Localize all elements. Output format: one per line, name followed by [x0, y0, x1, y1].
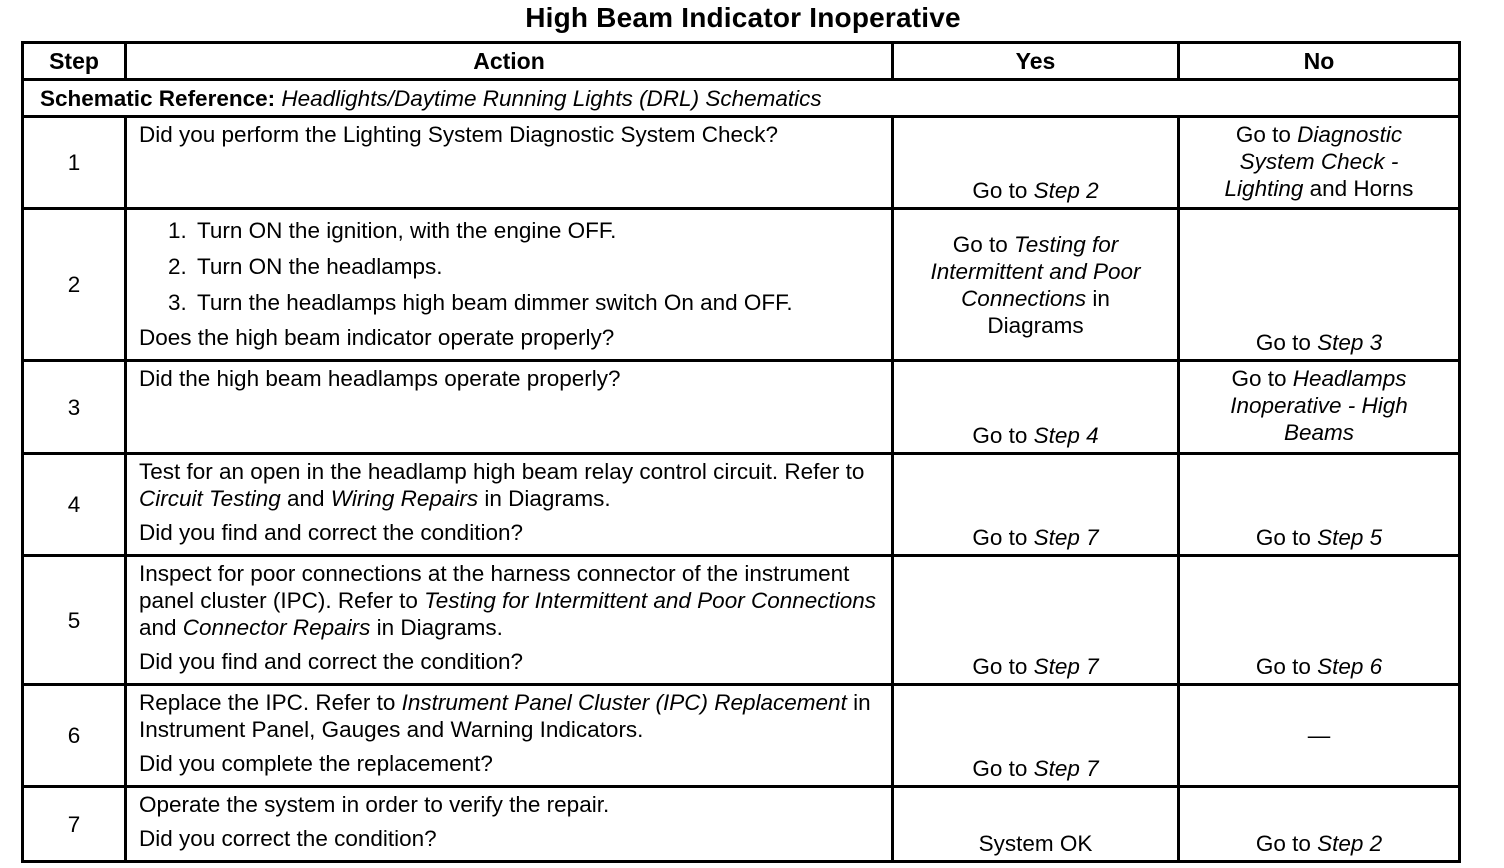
action-link[interactable]: Connector Repairs — [182, 615, 371, 640]
no-prefix: Go to — [1255, 525, 1318, 550]
no-cell — [1179, 787, 1460, 862]
action-question: Does the high beam indicator operate properly? — [139, 325, 615, 350]
action-cell — [126, 556, 893, 685]
no-prefix: Go to — [1235, 122, 1298, 147]
table-row — [23, 361, 1460, 454]
action-instruction: Operate the system in order to verify the repair. — [139, 792, 610, 817]
no-prefix: Go to — [1255, 330, 1318, 355]
no-link[interactable]: Diagnostic System Check - Lighting — [1224, 122, 1403, 201]
step-number: 6 — [23, 685, 126, 787]
yes-text: System OK — [978, 831, 1093, 856]
action-text: Replace the IPC. Refer to — [139, 690, 402, 715]
action-cell — [126, 685, 893, 787]
step-number: 5 — [23, 556, 126, 685]
schematic-reference-link[interactable]: Headlights/Daytime Running Lights (DRL) Schematics — [281, 85, 822, 111]
yes-cell — [893, 787, 1179, 862]
schematic-reference-label: Schematic Reference: — [40, 85, 276, 111]
no-prefix: Go to — [1231, 366, 1293, 391]
yes-link[interactable]: Step 7 — [1033, 756, 1099, 781]
yes-cell — [893, 454, 1179, 556]
no-dash: — — [1307, 723, 1331, 748]
schematic-reference — [23, 80, 1460, 117]
action-instruction — [139, 689, 881, 743]
action-text: in Instrument Panel, Gauges and Warning Indicators. — [139, 690, 871, 742]
no-cell — [1179, 361, 1460, 454]
yes-prefix: Go to — [972, 178, 1034, 203]
no-link[interactable]: Step 5 — [1317, 525, 1383, 550]
table-row — [23, 117, 1460, 209]
substep-item: 2. Turn ON the headlamps. — [193, 249, 881, 285]
schematic-reference-row — [23, 80, 1460, 117]
page-title: High Beam Indicator Inoperative — [525, 2, 961, 33]
table-row — [23, 454, 1460, 556]
no-link[interactable]: Step 6 — [1317, 654, 1383, 679]
yes-prefix: Go to — [972, 423, 1034, 448]
header-step: Step — [23, 43, 126, 80]
yes-cell — [893, 685, 1179, 787]
no-cell — [1179, 556, 1460, 685]
diagnostic-table — [21, 41, 1461, 863]
yes-link[interactable]: Step 7 — [1033, 654, 1099, 679]
action-cell — [126, 787, 893, 862]
action-question: Did you complete the replacement? — [139, 751, 493, 776]
action-text: and — [280, 486, 331, 511]
yes-prefix: Go to — [972, 654, 1034, 679]
header-yes: Yes — [893, 43, 1179, 80]
yes-link[interactable]: Step 7 — [1033, 525, 1099, 550]
step-number: 3 — [23, 361, 126, 454]
no-cell — [1179, 117, 1460, 209]
table-row — [23, 556, 1460, 685]
header-row — [23, 43, 1460, 80]
table-row — [23, 685, 1460, 787]
step-number: 7 — [23, 787, 126, 862]
action-text: and — [139, 615, 183, 640]
table-row — [23, 787, 1460, 862]
no-link[interactable]: Headlamps Inoperative - High Beams — [1230, 366, 1408, 445]
action-link[interactable]: Instrument Panel Cluster (IPC) Replacement — [401, 690, 847, 715]
no-prefix: Go to — [1255, 654, 1318, 679]
action-link[interactable]: Testing for Intermittent and Poor Connections — [424, 588, 877, 613]
yes-cell — [893, 361, 1179, 454]
yes-link[interactable]: Step 4 — [1033, 423, 1099, 448]
header-no: No — [1179, 43, 1460, 80]
action-question: Did you find and correct the condition? — [139, 520, 523, 545]
yes-suffix: in Diagrams — [987, 285, 1110, 338]
no-cell — [1179, 685, 1460, 787]
no-cell — [1179, 209, 1460, 361]
header-action: Action — [126, 43, 893, 80]
action-question: Did you correct the condition? — [139, 826, 437, 851]
action-link[interactable]: Circuit Testing — [139, 486, 281, 511]
yes-link[interactable]: Testing for Intermittent and Poor Connections — [930, 231, 1141, 311]
action-cell — [126, 361, 893, 454]
action-text: Test for an open in the headlamp high beam relay control circuit. Refer to — [139, 459, 865, 484]
yes-cell — [893, 209, 1179, 361]
no-link[interactable]: Step 2 — [1317, 831, 1383, 856]
action-question: Did you perform the Lighting System Diagnostic System Check? — [139, 122, 779, 147]
action-text: Inspect for poor connections at the harness connector of the instrument panel cluster (IPC). Refer to — [139, 561, 850, 613]
yes-prefix: Go to — [972, 525, 1034, 550]
action-text: in Diagrams. — [478, 486, 611, 511]
substep-item: 1. Turn ON the ignition, with the engine OFF. — [193, 213, 881, 249]
table-row — [23, 209, 1460, 361]
yes-prefix: Go to — [972, 756, 1034, 781]
yes-cell — [893, 117, 1179, 209]
action-cell — [126, 117, 893, 209]
yes-prefix: Go to — [952, 231, 1015, 257]
action-question: Did the high beam headlamps operate properly? — [139, 366, 621, 391]
action-instruction — [139, 458, 881, 512]
step-number: 4 — [23, 454, 126, 556]
step-number: 1 — [23, 117, 126, 209]
action-text: in Diagrams. — [370, 615, 503, 640]
action-cell — [126, 454, 893, 556]
no-cell — [1179, 454, 1460, 556]
action-cell — [126, 209, 893, 361]
yes-cell — [893, 556, 1179, 685]
substep-item: 3. Turn the headlamps high beam dimmer switch On and OFF. — [193, 285, 881, 321]
step-number: 2 — [23, 209, 126, 361]
action-instruction — [139, 560, 881, 641]
no-link[interactable]: Step 3 — [1317, 330, 1383, 355]
action-link[interactable]: Wiring Repairs — [330, 486, 479, 511]
no-prefix: Go to — [1255, 831, 1318, 856]
action-substeps — [139, 213, 881, 321]
yes-link[interactable]: Step 2 — [1033, 178, 1099, 203]
action-question: Did you find and correct the condition? — [139, 649, 523, 674]
no-suffix: and Horns — [1303, 176, 1414, 201]
